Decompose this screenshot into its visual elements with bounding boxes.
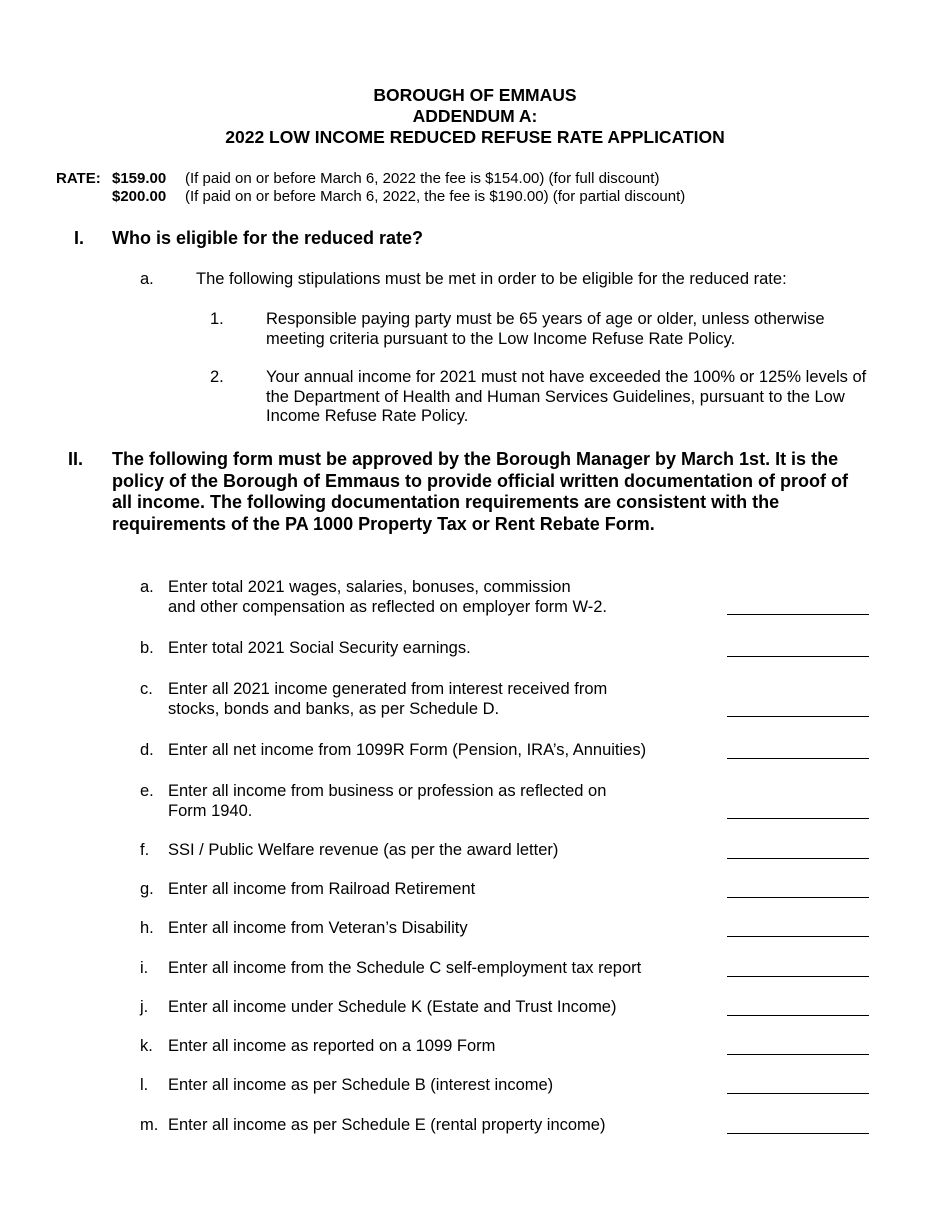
section-1-subitem-a [0, 270, 950, 290]
income-item-h-line1: Enter all income from Veteran’s Disability [168, 919, 468, 937]
eligibility-item-2-line3: Income Refuse Rate Policy. [266, 407, 469, 425]
income-item-e [0, 781, 950, 821]
subitem-a-mark: a. [140, 270, 154, 288]
income-item-a-line1: Enter total 2021 wages, salaries, bonuses, commission [168, 578, 571, 596]
income-item-l-letter: l. [140, 1076, 149, 1094]
eligibility-item-2-line2: the Department of Health and Human Services Guidelines, pursuant to the Low [266, 387, 845, 406]
income-item-i-line1: Enter all income from the Schedule C self-employment tax report [168, 959, 642, 977]
income-item-l [0, 1075, 950, 1095]
income-item-d-line1: Enter all net income from 1099R Form (Pension, IRA’s, Annuities) [168, 741, 647, 759]
section-2-line1: The following form must be approved by the Borough Manager by March 1st. It is the [112, 449, 839, 469]
income-item-f-line1: SSI / Public Welfare revenue (as per the award letter) [168, 841, 559, 859]
eligibility-item-2-line1: Your annual income for 2021 must not have exceeded the 100% or 125% levels of [266, 368, 867, 386]
section-1-number: I. [74, 228, 85, 248]
section-2-line4: requirements of the PA 1000 Property Tax or Rent Rebate Form. [112, 513, 655, 534]
eligibility-item-1-mark: 1. [210, 310, 224, 328]
section-2-line2: policy of the Borough of Emmaus to provide official written documentation of proof of [112, 470, 848, 491]
income-item-a [0, 577, 950, 617]
income-item-j-line1: Enter all income under Schedule K (Estate and Trust Income) [168, 998, 617, 1016]
income-item-m-letter: m. [140, 1116, 159, 1134]
income-item-a-blank[interactable] [727, 614, 869, 615]
income-item-b-blank[interactable] [727, 656, 869, 657]
income-item-d-letter: d. [140, 741, 154, 759]
rate-label: RATE: [56, 170, 101, 187]
income-item-c [0, 679, 950, 719]
income-item-k [0, 1036, 950, 1056]
income-item-j-letter: j. [140, 998, 149, 1016]
income-item-j-blank[interactable] [727, 1015, 869, 1016]
income-item-b [0, 638, 950, 658]
income-item-l-blank[interactable] [727, 1093, 869, 1094]
income-item-g-blank[interactable] [727, 897, 869, 898]
income-item-c-line2: stocks, bonds and banks, as per Schedule D. [168, 700, 500, 718]
income-item-a-line2: and other compensation as reflected on employer form W-2. [168, 598, 607, 616]
income-item-f-blank[interactable] [727, 858, 869, 859]
income-item-f-letter: f. [140, 841, 150, 859]
income-item-c-letter: c. [140, 680, 153, 698]
income-item-d [0, 740, 950, 760]
income-item-h-letter: h. [140, 919, 154, 937]
income-item-e-line2: Form 1940. [168, 802, 253, 820]
income-item-b-line1: Enter total 2021 Social Security earnings. [168, 639, 471, 657]
income-item-f [0, 840, 950, 860]
section-2-line3: all income. The following documentation requirements are consistent with the [112, 492, 780, 512]
income-item-h-blank[interactable] [727, 936, 869, 937]
rate-note-partial: (If paid on or before March 6, 2022, the fee is $190.00) (for partial discount) [185, 188, 686, 205]
income-item-m-blank[interactable] [727, 1133, 869, 1134]
income-item-i-blank[interactable] [727, 976, 869, 977]
income-item-d-blank[interactable] [727, 758, 869, 759]
income-item-g [0, 879, 950, 899]
document-title [0, 85, 950, 148]
income-item-m [0, 1115, 950, 1135]
income-item-i-letter: i. [140, 959, 149, 977]
income-item-a-letter: a. [140, 578, 154, 596]
subitem-a-text: The following stipulations must be met in order to be eligible for the reduced rate: [196, 270, 787, 288]
rate-amount-full: $159.00 [112, 170, 167, 187]
section-1-title: Who is eligible for the reduced rate? [112, 228, 424, 248]
eligibility-item-1-line1: Responsible paying party must be 65 years of age or older, unless otherwise [266, 310, 825, 328]
rate-row-full [0, 170, 950, 188]
eligibility-item-1 [0, 310, 950, 350]
section-2-heading [0, 449, 950, 537]
income-item-m-line1: Enter all income as per Schedule E (rental property income) [168, 1116, 606, 1134]
income-item-g-line1: Enter all income from Railroad Retirement [168, 880, 476, 898]
income-item-b-letter: b. [140, 639, 154, 657]
income-item-c-line1: Enter all 2021 income generated from interest received from [168, 680, 608, 698]
income-item-g-letter: g. [140, 880, 154, 898]
income-item-i [0, 958, 950, 978]
income-item-e-line1: Enter all income from business or profession as reflected on [168, 782, 607, 800]
rate-row-partial [0, 188, 950, 206]
eligibility-item-2-mark: 2. [210, 368, 224, 386]
title-application: 2022 LOW INCOME REDUCED REFUSE RATE APPLICATION [225, 127, 725, 147]
income-item-h [0, 918, 950, 938]
income-item-l-line1: Enter all income as per Schedule B (interest income) [168, 1076, 554, 1094]
section-2-number: II. [68, 449, 84, 469]
section-1-heading [0, 228, 950, 250]
rate-note-full: (If paid on or before March 6, 2022 the fee is $154.00) (for full discount) [185, 170, 660, 187]
title-borough: BOROUGH OF EMMAUS [373, 85, 577, 105]
income-item-k-line1: Enter all income as reported on a 1099 Form [168, 1037, 496, 1055]
income-item-e-letter: e. [140, 782, 154, 800]
income-item-k-blank[interactable] [727, 1054, 869, 1055]
income-item-c-blank[interactable] [727, 716, 869, 717]
eligibility-item-2 [0, 368, 950, 428]
income-item-j [0, 997, 950, 1017]
title-addendum: ADDENDUM A: [412, 106, 538, 126]
income-item-e-blank[interactable] [727, 818, 869, 819]
eligibility-item-1-line2: meeting criteria pursuant to the Low Income Refuse Rate Policy. [266, 329, 736, 348]
rate-amount-partial: $200.00 [112, 188, 167, 205]
income-item-k-letter: k. [140, 1037, 153, 1055]
